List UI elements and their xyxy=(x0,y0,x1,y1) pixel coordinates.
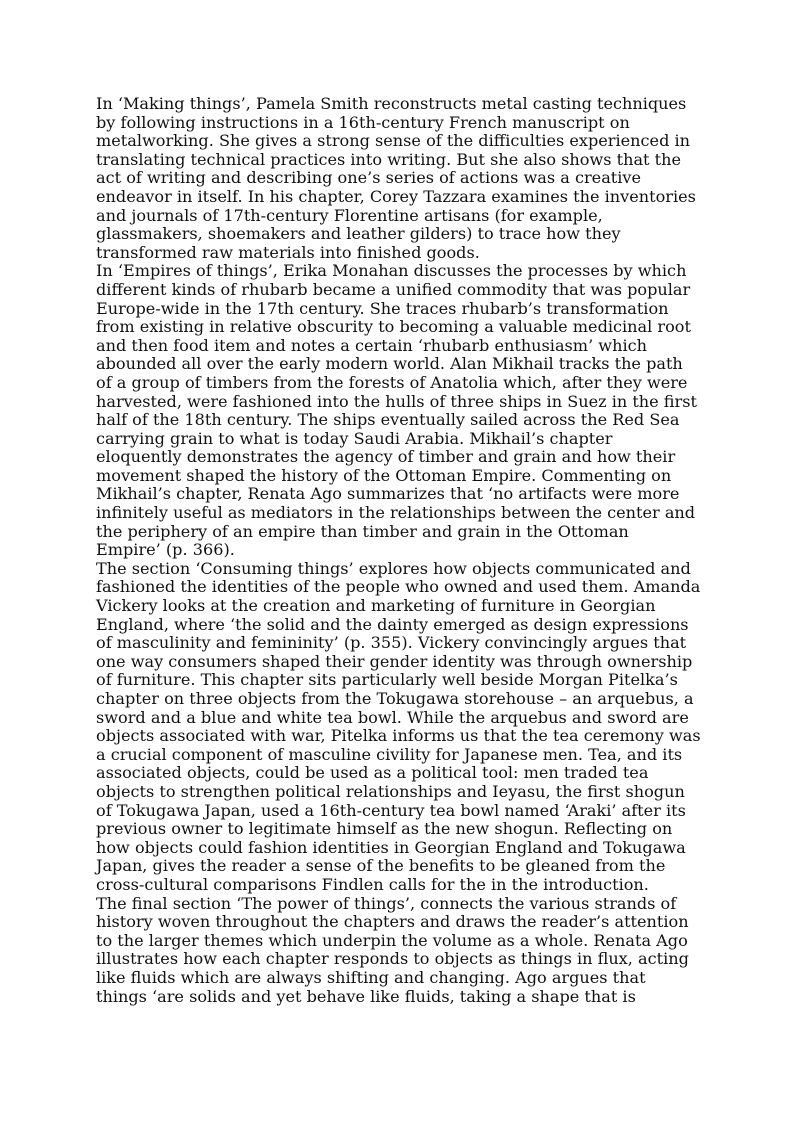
paragraph-empires-of-things: In ‘Empires of things’, Erika Monahan discusses the processes by which different kinds of rhubarb became a unified commodity that was popular Europe-wide in the 17th century. She traces rhubarb’s transformation from existing in relative obscurity to becoming a valuable medicinal root and then food item and notes a certain ‘rhubarb enthusiasm’ which abounded all over the early modern world. Alan Mikhail tracks the path of a group of timbers from the forests of Anatolia which, after they were harvested, were fashioned into the hulls of three ships in Suez in the first half of the 18th century. The ships eventually sailed across the Red Sea carrying grain to what is today Saudi Arabia. Mikhail’s chapter eloquently demonstrates the agency of timber and grain and how their movement shaped the history of the Ottoman Empire. Commenting on Mikhail’s chapter, Renata Ago summarizes that ‘no artifacts were more infinitely useful as mediators in the relationships between the center and the periphery of an empire than timber and grain in the Ottoman Empire’ (p. 366). xyxy=(96,261,697,560)
paragraph-consuming-things: The section ‘Consuming things’ explores how objects communicated and fashioned the identities of the people who owned and used them. Amanda Vickery looks at the creation and marketing of furniture in Georgian England, where ‘the solid and the dainty emerged as design expressions of masculinity and femininity’ (p. 355). Vickery convincingly argues that one way consumers shaped their gender identity was through ownership of furniture. This chapter sits particularly well beside Morgan Pitelka’s chapter on three objects from the Tokugawa storehouse – an arquebus, a sword and a blue and white tea bowl. While the arquebus and sword are objects associated with war, Pitelka informs us that the tea ceremony was a crucial component of masculine civility for Japanese men. Tea, and its associated objects, could be used as a political tool: men traded tea objects to strengthen political relationships and Ieyasu, the first shogun of Tokugawa Japan, used a 16th-century tea bowl named ‘Araki’ after its previous owner to legitimate himself as the new shogun. Reflecting on how objects could fashion identities in Georgian England and Tokugawa Japan, gives the reader a sense of the benefits to be gleaned from the cross-cultural comparisons Findlen calls for the in the introduction. xyxy=(96,558,701,894)
document-page xyxy=(96,95,716,1006)
paragraph-power-of-things: The final section ‘The power of things’, connects the various strands of history woven throughout the chapters and draws the reader’s attention to the larger themes which underpin the volume as a whole. Renata Ago illustrates how each chapter responds to objects as things in flux, acting like fluids which are always shifting and changing. Ago argues that things ‘are solids and yet behave like fluids, taking a shape that is xyxy=(96,893,689,1006)
paragraph-making-things: In ‘Making things’, Pamela Smith reconstructs metal casting techniques by following instructions in a 16th-century French manuscript on metalworking. She gives a strong sense of the difficulties experienced in translating technical practices into writing. But she also shows that the act of writing and describing one’s series of actions was a creative endeavor in itself. In his chapter, Corey Tazzara examines the inventories and journals of 17th-century Florentine artisans (for example, glassmakers, shoemakers and leather gilders) to trace how they transformed raw materials into finished goods. xyxy=(96,94,696,262)
